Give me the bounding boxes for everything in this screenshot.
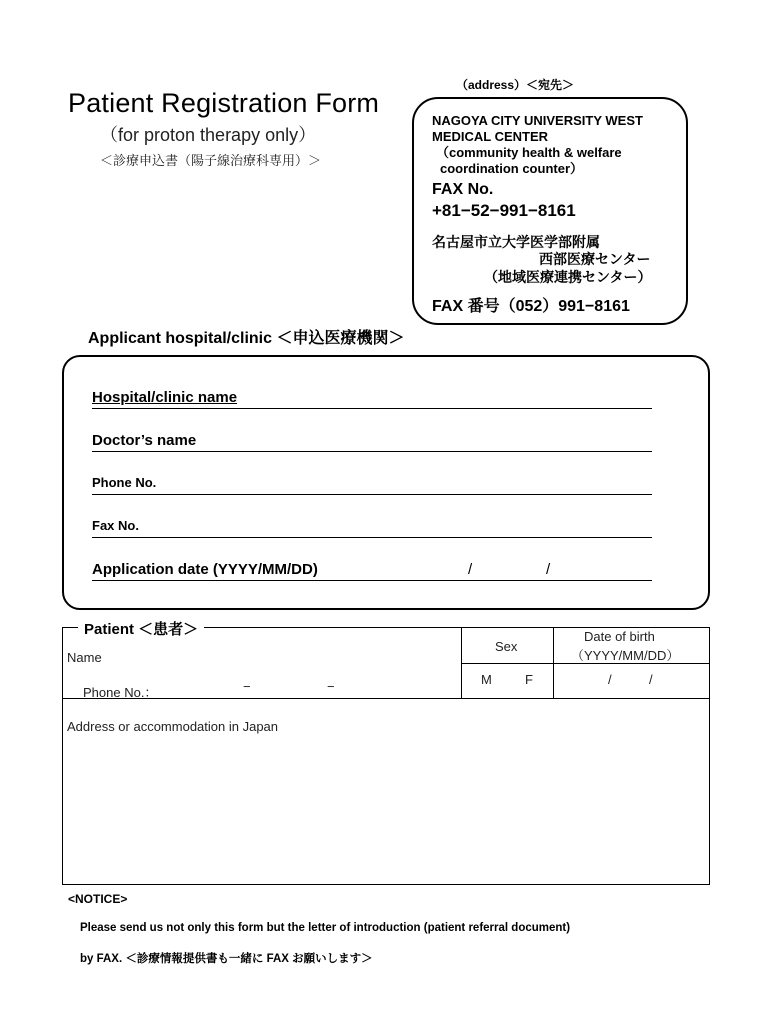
phone-field[interactable]	[92, 475, 652, 495]
patient-address-label: Address or accommodation in Japan	[67, 719, 279, 734]
address-line-2: MEDICAL CENTER	[432, 129, 549, 144]
address-jp-fax: FAX 番号（052）991−8161	[432, 298, 630, 315]
hospital-name-label: Hospital/clinic name	[92, 389, 238, 406]
address-box	[412, 97, 688, 325]
sex-header: Sex	[495, 639, 518, 654]
address-line-3: （community health & welfare	[436, 145, 622, 160]
applicant-label: Applicant hospital/clinic ＜申込医療機関＞	[88, 330, 405, 347]
date-separator-1: /	[468, 561, 473, 578]
notice-heading: <NOTICE>	[68, 892, 128, 906]
address-fax-label: FAX No.	[432, 181, 494, 198]
sex-option-f[interactable]: F	[525, 672, 533, 687]
applicant-box	[62, 355, 710, 610]
address-label: （address）＜宛先＞	[456, 78, 575, 92]
dob-header-line2: （YYYY/MM/DD）	[571, 648, 680, 663]
dob-header-line1: Date of birth	[584, 629, 655, 644]
dob-separator-2: /	[649, 672, 653, 687]
address-line-1: NAGOYA CITY UNIVERSITY WEST	[432, 113, 643, 128]
application-date-label: Application date (YYYY/MM/DD)	[92, 561, 318, 578]
address-jp-line-2: 西部医療センター	[539, 251, 651, 267]
patient-phone-label: Phone No.：	[83, 685, 158, 700]
address-line-4: coordination counter）	[440, 161, 584, 176]
phone-dash-2: −	[327, 679, 335, 694]
phone-dash-1: −	[243, 679, 251, 694]
dob-separator-1: /	[608, 672, 612, 687]
hospital-name-field[interactable]	[92, 389, 652, 409]
date-separator-2: /	[546, 561, 551, 578]
doctor-name-label: Doctor’s name	[92, 432, 197, 449]
sex-option-m[interactable]: M	[481, 672, 492, 687]
fax-field[interactable]	[92, 518, 652, 538]
notice-line-2: by FAX. ＜診療情報提供書も一緒に FAX お願いします＞	[80, 953, 373, 965]
fax-label: Fax No.	[92, 518, 139, 533]
form-subtitle-japanese: ＜診療申込書（陽子線治療科専用）＞	[100, 153, 322, 168]
address-jp-line-3: （地域医療連携センター）	[484, 269, 652, 285]
patient-section-title: Patient ＜患者＞	[78, 618, 204, 639]
notice-line-1: Please send us not only this form but the letter of introduction (patient referral document)	[80, 922, 571, 934]
form-subtitle: （for proton therapy only）	[100, 125, 317, 145]
form-title: Patient Registration Form	[68, 88, 380, 118]
phone-label: Phone No.	[92, 475, 157, 490]
address-jp-line-1: 名古屋市立大学医学部附属	[432, 234, 600, 250]
application-date-field[interactable]	[92, 561, 652, 581]
address-fax-number: +81−52−991−8161	[432, 201, 576, 220]
patient-table	[62, 627, 710, 885]
doctor-name-field[interactable]	[92, 432, 652, 452]
patient-name-label: Name	[67, 650, 102, 665]
